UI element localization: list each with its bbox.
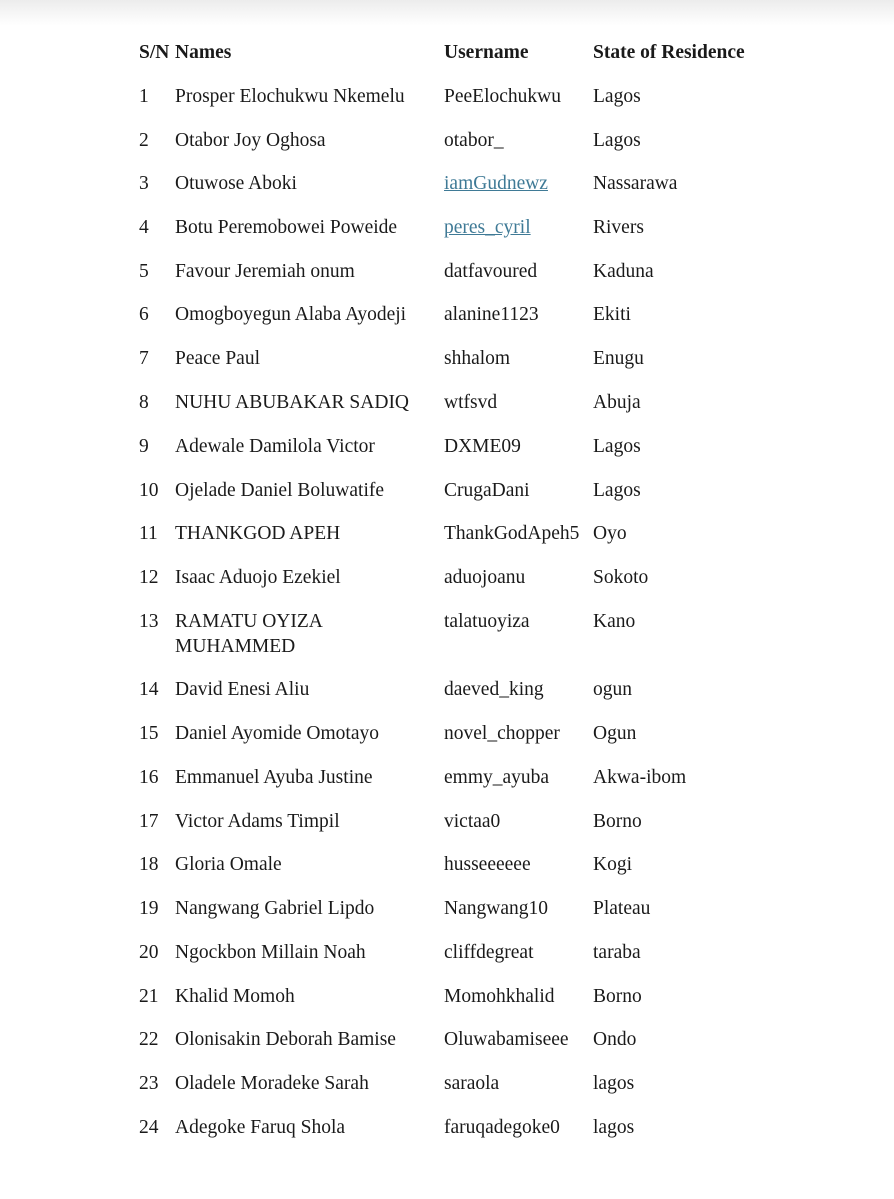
row-username: otabor_ <box>444 130 504 151</box>
row-sn: 16 <box>139 767 159 788</box>
row-username: CrugaDani <box>444 480 530 501</box>
row-state: Ondo <box>593 1029 637 1050</box>
username-link[interactable]: iamGudnewz <box>444 173 548 194</box>
row-name: RAMATU OYIZA MUHAMMED <box>175 611 322 657</box>
row-state: Borno <box>593 986 642 1007</box>
row-sn: 13 <box>139 611 159 632</box>
row-username: wtfsvd <box>444 392 498 413</box>
row-sn: 14 <box>139 679 159 700</box>
row-sn: 2 <box>139 130 149 151</box>
row-sn: 1 <box>139 86 149 107</box>
row-name: Peace Paul <box>175 348 261 369</box>
row-sn: 15 <box>139 723 159 744</box>
row-name: Ngockbon Millain Noah <box>175 942 366 963</box>
row-name: THANKGOD APEH <box>175 523 341 544</box>
row-name: Otuwose Aboki <box>175 173 297 194</box>
row-username: husseeeeee <box>444 854 531 875</box>
row-sn: 5 <box>139 261 149 282</box>
row-sn: 19 <box>139 898 159 919</box>
row-state: Kogi <box>593 854 632 875</box>
row-sn: 18 <box>139 854 159 875</box>
row-name: Khalid Momoh <box>175 986 295 1007</box>
row-username: aduojoanu <box>444 567 526 588</box>
row-name: Oladele Moradeke Sarah <box>175 1073 369 1094</box>
row-state: Enugu <box>593 348 644 369</box>
row-username: DXME09 <box>444 436 521 457</box>
row-username: datfavoured <box>444 261 538 282</box>
row-state: lagos <box>593 1073 635 1094</box>
row-name: Favour Jeremiah onum <box>175 261 355 282</box>
row-name: Omogboyegun Alaba Ayodeji <box>175 304 407 325</box>
row-sn: 21 <box>139 986 159 1007</box>
row-state: Akwa-ibom <box>593 767 687 788</box>
row-sn: 6 <box>139 304 149 325</box>
row-username: talatuoyiza <box>444 611 530 632</box>
row-sn: 4 <box>139 217 149 238</box>
row-name: Daniel Ayomide Omotayo <box>175 723 380 744</box>
row-name: Adewale Damilola Victor <box>175 436 375 457</box>
row-sn: 8 <box>139 392 149 413</box>
header-username: Username <box>444 42 529 63</box>
username-link[interactable]: peres_cyril <box>444 217 531 238</box>
row-state: ogun <box>593 679 632 700</box>
row-sn: 22 <box>139 1029 159 1050</box>
row-state: Rivers <box>593 217 644 238</box>
row-sn: 11 <box>139 523 158 544</box>
row-name: Adegoke Faruq Shola <box>175 1117 346 1138</box>
row-username: shhalom <box>444 348 511 369</box>
row-username: PeeElochukwu <box>444 86 561 107</box>
row-username: novel_chopper <box>444 723 560 744</box>
row-state: Lagos <box>593 480 641 501</box>
row-sn: 9 <box>139 436 149 457</box>
row-sn: 3 <box>139 173 149 194</box>
row-sn: 23 <box>139 1073 159 1094</box>
row-state: Kano <box>593 611 636 632</box>
header-state: State of Residence <box>593 42 745 63</box>
row-sn: 17 <box>139 811 159 832</box>
row-username: cliffdegreat <box>444 942 534 963</box>
row-username: victaa0 <box>444 811 501 832</box>
row-name: Nangwang Gabriel Lipdo <box>175 898 375 919</box>
row-sn: 10 <box>139 480 159 501</box>
row-name: Olonisakin Deborah Bamise <box>175 1029 396 1050</box>
row-state: Lagos <box>593 130 641 151</box>
row-username: daeved_king <box>444 679 544 700</box>
row-state: lagos <box>593 1117 635 1138</box>
row-sn: 12 <box>139 567 159 588</box>
row-username: Nangwang10 <box>444 898 548 919</box>
row-username: emmy_ayuba <box>444 767 550 788</box>
header-names: Names <box>175 42 232 63</box>
row-username: alanine1123 <box>444 304 539 325</box>
row-state: Sokoto <box>593 567 649 588</box>
row-name: Prosper Elochukwu Nkemelu <box>175 86 405 107</box>
header-sn: S/N <box>139 42 170 63</box>
row-name: Victor Adams Timpil <box>175 811 340 832</box>
row-name: NUHU ABUBAKAR SADIQ <box>175 392 410 413</box>
row-name: Botu Peremobowei Poweide <box>175 217 398 238</box>
row-sn: 20 <box>139 942 159 963</box>
row-state: Lagos <box>593 436 641 457</box>
row-state: Nassarawa <box>593 173 678 194</box>
row-name: Gloria Omale <box>175 854 282 875</box>
row-username: Oluwabamiseee <box>444 1029 569 1050</box>
row-name: Ojelade Daniel Boluwatife <box>175 480 385 501</box>
row-state: taraba <box>593 942 641 963</box>
row-state: Lagos <box>593 86 641 107</box>
row-state: Borno <box>593 811 642 832</box>
row-state: Ogun <box>593 723 637 744</box>
row-name: Emmanuel Ayuba Justine <box>175 767 373 788</box>
row-name: Isaac Aduojo Ezekiel <box>175 567 341 588</box>
row-name: David Enesi Aliu <box>175 679 310 700</box>
row-state: Plateau <box>593 898 651 919</box>
row-state: Oyo <box>593 523 627 544</box>
row-state: Kaduna <box>593 261 654 282</box>
row-state: Ekiti <box>593 304 631 325</box>
row-name: Otabor Joy Oghosa <box>175 130 326 151</box>
row-username: Momohkhalid <box>444 986 555 1007</box>
row-username: ThankGodApeh5 <box>444 523 580 544</box>
row-state: Abuja <box>593 392 641 413</box>
row-username: faruqadegoke0 <box>444 1117 560 1138</box>
row-sn: 7 <box>139 348 149 369</box>
row-sn: 24 <box>139 1117 159 1138</box>
row-username: saraola <box>444 1073 500 1094</box>
